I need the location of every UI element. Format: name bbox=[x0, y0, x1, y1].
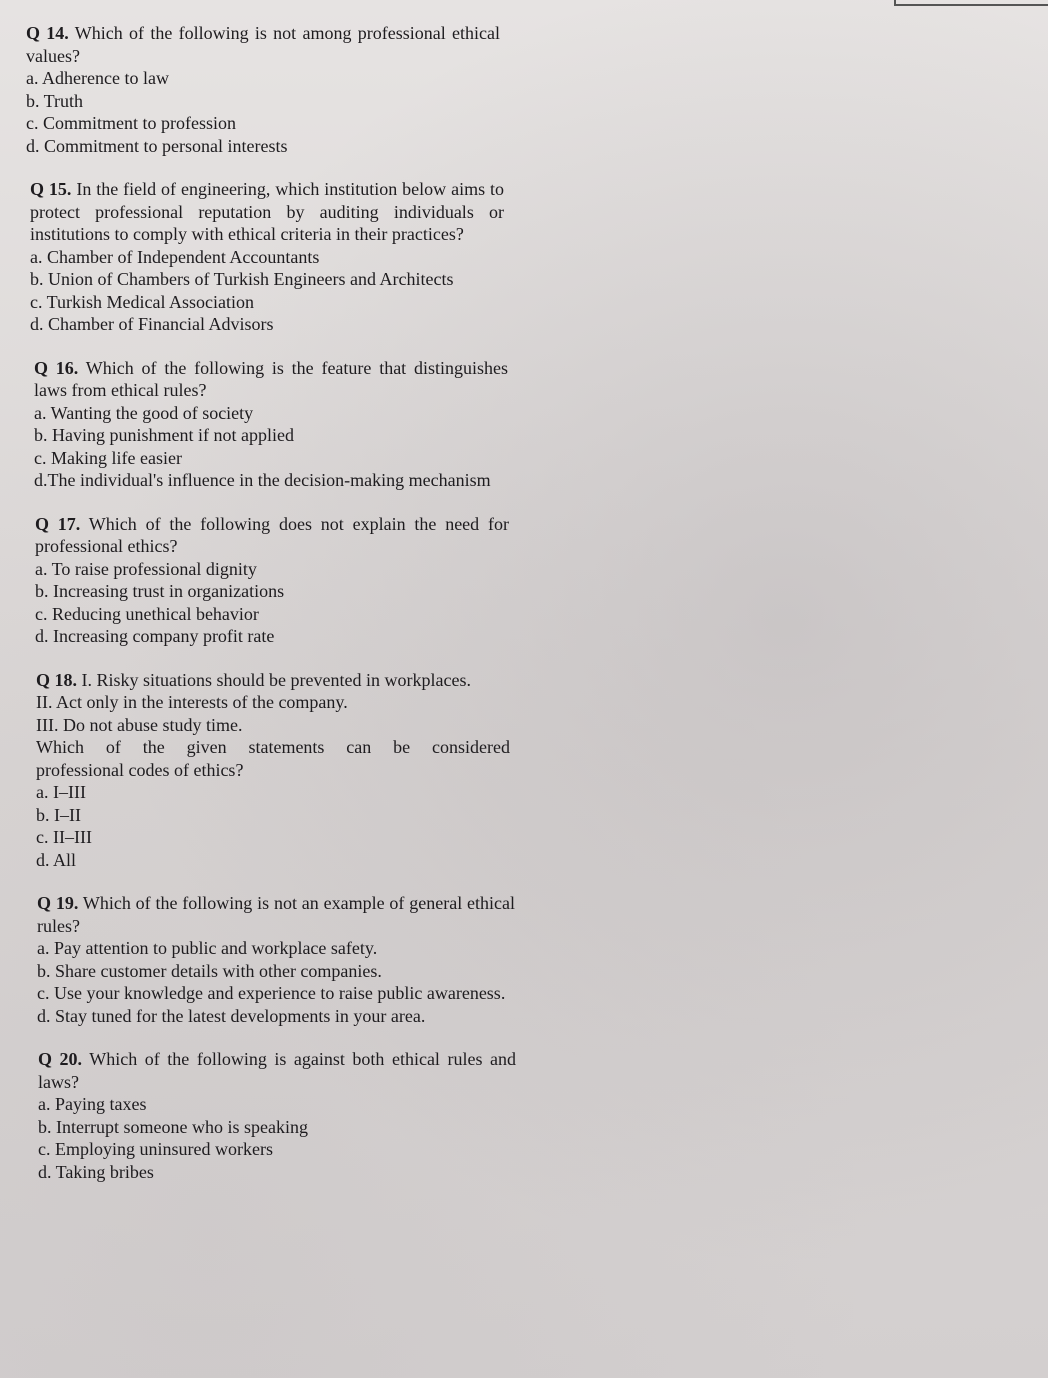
option-c: c. Employing uninsured workers bbox=[38, 1139, 273, 1159]
question-text: Which of the following is not an example of general ethical rules? bbox=[37, 893, 515, 936]
question-number: Q 15. bbox=[30, 179, 72, 199]
option-c: c. Use your knowledge and experience to raise public awareness. bbox=[37, 983, 506, 1003]
question-18 bbox=[36, 669, 516, 872]
question-number: Q 17. bbox=[35, 513, 81, 534]
question-text: In the field of engineering, which institution below aims to protect professional reputation by auditing individuals or institutions to comply with ethical criteria in their practices? bbox=[30, 179, 504, 244]
option-b: b. Truth bbox=[26, 90, 84, 111]
question-stem bbox=[38, 1048, 516, 1093]
statement-1 bbox=[36, 669, 510, 692]
answer-box-corner bbox=[894, 0, 1048, 6]
option-c: c. Turkish Medical Association bbox=[30, 291, 254, 312]
question-number: Q 16. bbox=[34, 357, 79, 378]
statement-2: II. Act only in the interests of the company. bbox=[36, 692, 348, 712]
option-a: a. To raise professional dignity bbox=[35, 558, 257, 579]
option-a: a. Adherence to law bbox=[26, 68, 169, 88]
option-a: a. Pay attention to public and workplace safety. bbox=[37, 938, 378, 958]
option-d: d. Taking bribes bbox=[38, 1161, 154, 1182]
question-number: Q 18. bbox=[36, 669, 78, 690]
option-d: d. All bbox=[36, 849, 77, 870]
option-d: d. Increasing company profit rate bbox=[35, 626, 275, 646]
question-19 bbox=[37, 892, 516, 1027]
question-14 bbox=[26, 22, 516, 157]
question-text: Which of the following does not explain the need for professional ethics? bbox=[35, 513, 509, 556]
question-stem bbox=[37, 892, 515, 937]
question-column bbox=[26, 22, 516, 1204]
option-b: b. I–II bbox=[36, 804, 81, 825]
option-a: a. Paying taxes bbox=[38, 1094, 147, 1114]
option-c: c. Commitment to profession bbox=[26, 113, 236, 133]
statement-3: III. Do not abuse study time. bbox=[36, 714, 243, 735]
question-number: Q 19. bbox=[37, 893, 79, 913]
option-a: a. Wanting the good of society bbox=[34, 402, 254, 423]
option-b: b. Union of Chambers of Turkish Engineers and Architects bbox=[30, 269, 454, 289]
option-d: d. Chamber of Financial Advisors bbox=[30, 314, 274, 334]
question-stem bbox=[34, 357, 508, 402]
question-text: Which of the following is not among professional ethical values? bbox=[26, 23, 500, 66]
option-b: b. Having punishment if not applied bbox=[34, 425, 294, 445]
option-a: a. Chamber of Independent Accountants bbox=[30, 246, 320, 267]
question-stem bbox=[36, 669, 510, 782]
option-c: c. Making life easier bbox=[34, 447, 182, 468]
question-stem bbox=[26, 22, 500, 67]
option-c: c. II–III bbox=[36, 827, 92, 847]
option-a: a. I–III bbox=[36, 782, 86, 802]
question-stem bbox=[35, 513, 509, 558]
option-b: b. Interrupt someone who is speaking bbox=[38, 1116, 308, 1137]
statement-text: I. Risky situations should be prevented in workplaces. bbox=[81, 669, 471, 690]
question-text-line-2: professional codes of ethics? bbox=[36, 759, 244, 780]
question-17 bbox=[35, 513, 516, 648]
option-d: d.The individual's influence in the decision-making mechanism bbox=[34, 470, 491, 490]
option-b: b. Increasing trust in organizations bbox=[35, 581, 285, 601]
question-16 bbox=[34, 357, 516, 492]
question-number: Q 20. bbox=[38, 1049, 83, 1069]
option-c: c. Reducing unethical behavior bbox=[35, 603, 259, 624]
question-15 bbox=[30, 178, 516, 336]
question-text-line-1: Which of the given statements can be considered bbox=[36, 737, 510, 757]
option-d: d. Stay tuned for the latest developments in your area. bbox=[37, 1005, 426, 1026]
question-20 bbox=[38, 1048, 516, 1183]
question-stem bbox=[30, 178, 504, 246]
question-text: Which of the following is the feature that distinguishes laws from ethical rules? bbox=[34, 357, 508, 400]
option-b: b. Share customer details with other companies. bbox=[37, 960, 382, 981]
question-number: Q 14. bbox=[26, 23, 69, 43]
question-text: Which of the following is against both ethical rules and laws? bbox=[38, 1049, 516, 1092]
option-d: d. Commitment to personal interests bbox=[26, 135, 288, 156]
